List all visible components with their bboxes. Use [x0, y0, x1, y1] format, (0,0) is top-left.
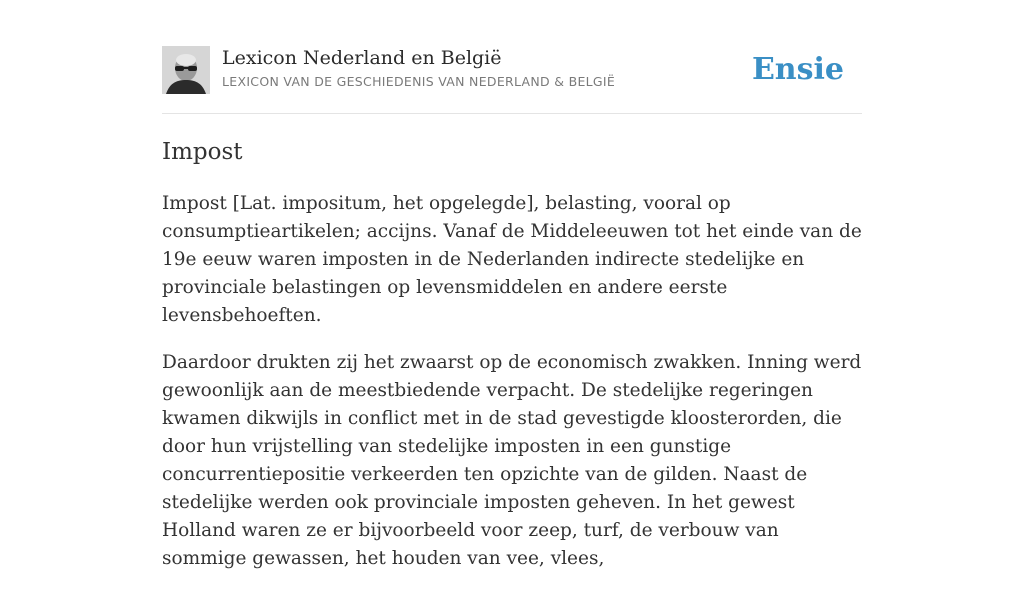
site-title[interactable]: Lexicon Nederland en België	[222, 47, 502, 69]
site-header	[162, 46, 862, 114]
ensie-logo[interactable]: Ensie	[751, 52, 844, 87]
author-avatar[interactable]	[162, 46, 210, 94]
site-subtitle: LEXICON VAN DE GESCHIEDENIS VAN NEDERLAND & BELGIË	[222, 74, 616, 89]
avatar-photo-icon	[162, 46, 210, 94]
article-body	[162, 190, 862, 592]
article-paragraph: Daardoor drukten zij het zwaarst op de economisch zwakken. Inning werd gewoonlijk aan de meestbiedende verpacht. De stedelijke regeringen kwamen dikwijls in conflict met in de stad gevestigde kloosterorden, die door hun vrijstelling van stedelijke imposten in een gunstige concurrentiepositie verkeerden ten opzichte van de gilden. Naast de stedelijke werden ook provinciale imposten geheven. In het gewest Holland waren ze er bijvoorbeeld voor zeep, turf, de verbouw van sommige gewassen, het houden van vee, vlees,	[162, 352, 862, 569]
article-paragraph: Impost [Lat. impositum, het opgelegde], belasting, vooral op consumptieartikelen; accijns. Vanaf de Middeleeuwen tot het einde van de 19e eeuw waren imposten in de Nederlanden indirecte stedelijke en provinciale belastingen op levensmiddelen en andere eerste levensbehoeften.	[162, 193, 862, 326]
article-title: Impost	[162, 139, 243, 165]
